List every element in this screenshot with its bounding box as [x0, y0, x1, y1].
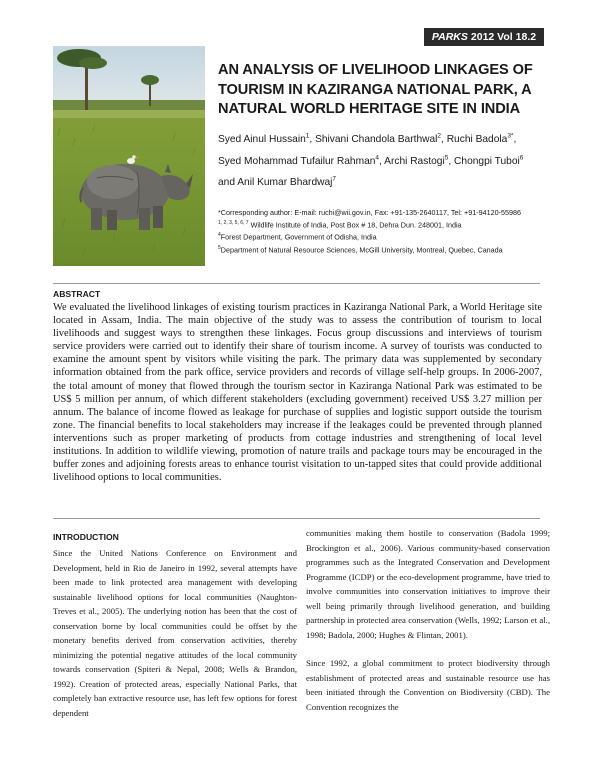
body-column-left — [53, 532, 297, 721]
rhinoceros-photo — [53, 46, 205, 266]
body-paragraph: Since the United Nations Conference on Environment and Development, held in Rio de Janeiro in 1992, several attempts have been made to link protected area management with developing sustainable livelihood options for local communities (Naughton-Treves et al., 2005). The underlying notion has been that the cost of conservation borne by local communities could be offset by the monetary benefits derived from conservation activities, thereby minimizing the potential negative attitudes of the local community towards conservation (Spiteri & Nepal, 2008; Wells & Brandon, 1992). Creation of protected areas, especially National Parks, that completely ban extractive resource use, has left few options for forest dependent — [53, 548, 297, 719]
author: Archi Rastogi$^5$, — [384, 154, 455, 167]
author: Syed Ainul Hussain$^1$, — [218, 133, 316, 146]
abstract-heading: ABSTRACT — [53, 289, 101, 299]
journal-name: PARKS — [431, 31, 468, 43]
divider — [53, 283, 540, 284]
author: Chongpi Tuboi$^6$ — [454, 154, 524, 167]
author-list — [218, 128, 548, 192]
body-paragraph: Since 1992, a global commitment to protect biodiversity through establishment of protected areas and sustainable resource use has been initiated through the Convention on Biodiversity (CBD). The Convention recognizes the — [306, 658, 550, 713]
journal-issue-badge — [424, 28, 544, 46]
divider — [53, 518, 540, 519]
affiliation: $^4$Forest Department, Government of Odisha, India — [218, 232, 377, 242]
corresponding-author: *Corresponding author: E-mail: ruchi@wii.gov.in, Fax: +91-135-2640117, Tel: +91-94120-55986 — [218, 208, 521, 217]
paper-title: AN ANALYSIS OF LIVELIHOOD LINKAGES OF TOURISM IN KAZIRANGA NATIONAL PARK, A NATURAL WORLD HERITAGE SITE IN INDIA — [218, 62, 533, 117]
author: Shivani Chandola Barthwal$^2$, — [315, 133, 447, 146]
author: Syed Mohammad Tufailur Rahman$^4$, — [218, 154, 385, 167]
affiliations — [218, 207, 548, 255]
abstract-text: We evaluated the livelihood linkages of existing tourism practices in Kaziranga National Park, a World Heritage site located in Assam, India. The main objective of the study was to assess the contribution of tourism to local livelihoods and suggest ways to strengthen these linkages. Focus group discussions and interviews of tourism service providers were carried out to identify their share of tourism income. A survey of tourists was conducted to examine the amount spent by visitors while visiting the park. The primary data was supplemented by secondary information obtained from the park office, service providers and records of village self-help groups. In 2006-2007, the total amount of money that flowed through the tourism sector in Kaziranga National Park was estimated to be US$ 5 million per annum, of which different stakeholders (excluding government) received US$ 3.27 million per annum. The balance of income flowed as leakage for purchase of supplies and logistic support outside the tourism zone. The financial benefits to local stakeholders may increase if the leakages could be prevented through planned interventions such as proper marketing of products from cottage industries and strengthening of local level institutions. In addition to wildlife viewing, promotion of nature trails and package tours may be encouraged in the buffer zones and adjoining forests areas to enhance tourist visitation to un-tapped sites that could provide additional livelihood options to local communities. — [53, 302, 542, 484]
affiliation: $^{1, 2, 3, 5, 6, 7}$ Wildlife Institute of India, Post Box # 18, Dehra Dun. 248001, India — [218, 220, 462, 230]
body-column-right — [306, 526, 550, 715]
author: Ruchi Badola$^{3*}$, — [446, 133, 517, 146]
introduction-heading: INTRODUCTION — [53, 532, 119, 542]
author: and Anil Kumar Bhardwaj$^7$ — [218, 175, 337, 189]
journal-issue: 2012 Vol 18.2 — [470, 31, 537, 43]
affiliation: $^5$Department of Natural Resource Sciences, McGill University, Montreal, Quebec, Canada — [218, 244, 503, 255]
body-paragraph: communities making them hostile to conservation (Badola 1999; Brockington et al., 2006). Various community-based conservation programmes such as the Integrated Conservation and Development Programme (ICDP) or the eco-development programme, have tried to involve communities into conservation initiatives to improve their well being primarily through livelihood generation, and building partnership in protected area conservation (Wells, 1992; Larson et al., 1998; Badola, 2000; Hughes & Flintan, 2001). — [306, 528, 550, 640]
abstract-section — [53, 289, 542, 484]
